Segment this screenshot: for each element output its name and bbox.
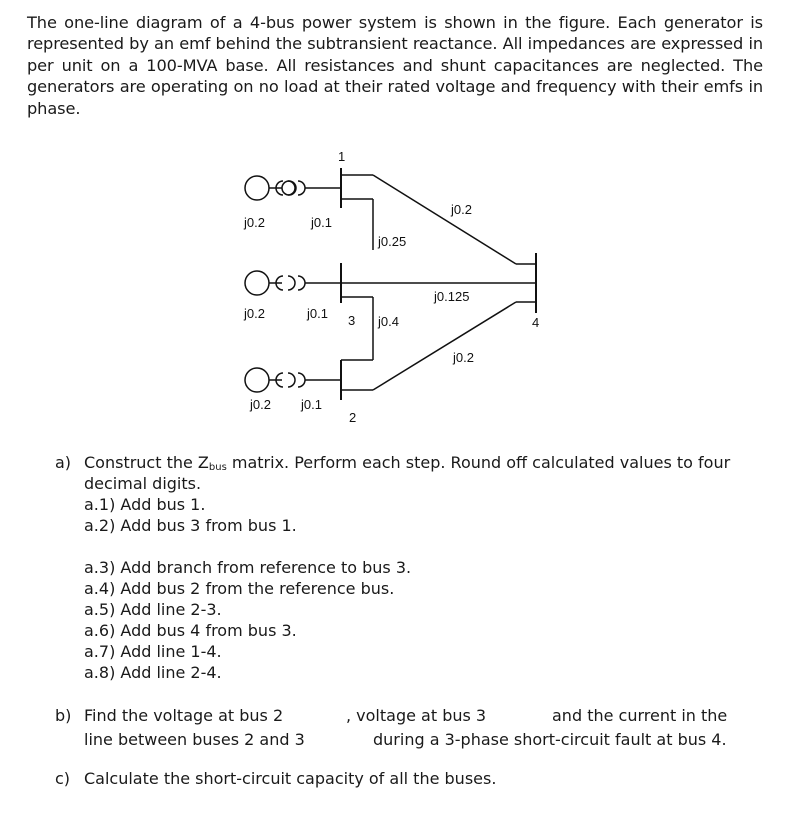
part-c-question: Calculate the short-circuit capacity of all the buses. <box>84 769 497 788</box>
bus-2-label: 2 <box>349 410 357 425</box>
gen2-reactance: j0.2 <box>250 397 271 412</box>
generator-2 <box>245 368 269 392</box>
part-a-question: Construct the $Z_{bus}$ matrix. Perform each step. Round off calculated values to four <box>84 453 731 473</box>
step-a2: a.2) Add bus 3 from bus 1. <box>84 516 297 535</box>
line-1-3-impedance: j0.25 <box>378 234 407 249</box>
bus-3-label: 3 <box>348 313 356 328</box>
generator-1 <box>245 176 269 200</box>
part-b-seg5: during a 3-phase short-circuit fault at bus 4. <box>373 730 727 749</box>
generator-3 <box>245 271 269 295</box>
part-b-seg3: and the current in the <box>552 706 728 725</box>
part-b-seg4: line between buses 2 and 3 <box>84 730 305 749</box>
gen1-reactance: j0.2 <box>244 215 265 230</box>
line-3-4-impedance: j0.125 <box>434 289 470 304</box>
tx1-reactance: j0.1 <box>311 215 332 230</box>
part-b-seg2: , voltage at bus 3 <box>346 706 487 725</box>
bus-4-label: 4 <box>532 315 540 330</box>
line-2-4-impedance: j0.2 <box>453 350 474 365</box>
step-a6: a.6) Add bus 4 from bus 3. <box>84 621 297 640</box>
step-a8: a.8) Add line 2-4. <box>84 663 222 682</box>
step-a7: a.7) Add line 1-4. <box>84 642 222 661</box>
tx3-reactance: j0.1 <box>307 306 328 321</box>
part-b-prefix: b) <box>55 706 72 725</box>
step-a5: a.5) Add line 2-3. <box>84 600 222 619</box>
part-c-prefix: c) <box>55 769 71 788</box>
part-a-prefix: a) <box>55 453 72 472</box>
line-2-3-impedance: j0.4 <box>378 314 399 329</box>
part-a-question-line2: decimal digits. <box>84 474 202 493</box>
gen3-reactance: j0.2 <box>244 306 265 321</box>
problem-statement: The one-line diagram of a 4-bus power system is shown in the figure. Each generator is represented by an emf behind the subtransient reactance. All impedances are expressed in per unit on a 100-MVA base. All resistances and shunt capacitances are neglected. The generators are operating on no load at their rated voltage and frequency with their emfs in phase. <box>27 13 763 118</box>
step-a4: a.4) Add bus 2 from the reference bus. <box>84 579 395 598</box>
line-1-4 <box>373 175 516 264</box>
step-a3: a.3) Add branch from reference to bus 3. <box>84 558 412 577</box>
line-1-4-impedance: j0.2 <box>451 202 472 217</box>
part-b-seg1: Find the voltage at bus 2 <box>84 706 284 725</box>
tx2-reactance: j0.1 <box>301 397 322 412</box>
bus-1-label: 1 <box>338 149 346 164</box>
step-a1: a.1) Add bus 1. <box>84 495 206 514</box>
